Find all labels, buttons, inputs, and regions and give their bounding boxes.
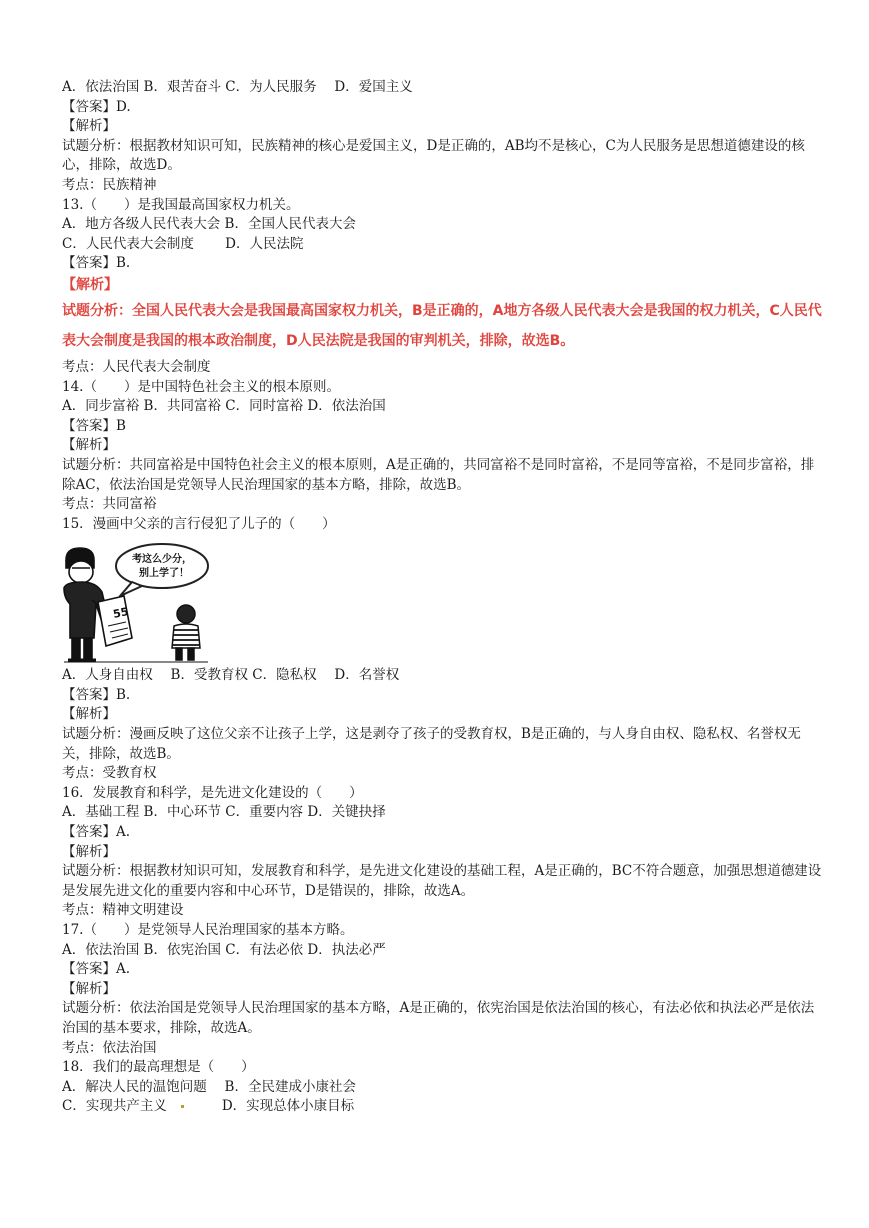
cartoon-bubble-text-2: 别上学了！: [139, 568, 189, 580]
q14-analysis: 试题分析：共同富裕是中国特色社会主义的根本原则，A是正确的，共同富裕不是同时富裕，不是同等富裕，不是同步富裕，排除AC，依法治国是党领导人民治理国家的基本方略，排除，故选B。: [62, 456, 815, 493]
cartoon-bubble-text-1: 考这么少分，: [132, 554, 192, 566]
q17-answer: 【答案】A.: [62, 961, 131, 978]
q12-options: A．依法治国 B．艰苦奋斗 C．为人民服务 D．爱国主义: [62, 79, 413, 95]
q13-options-1: A．地方各级人民代表大会 B．全国人民代表大会: [62, 216, 356, 233]
q14-stem: 14.（ ）是中国特色社会主义的根本原则。: [62, 378, 340, 395]
question-16: [62, 784, 822, 921]
q17-analysis: 试题分析：依法治国是党领导人民治理国家的基本方略，A是正确的，依宪治国是依法治国的核心，有法必依和执法必严是依法治国的基本要求，排除，故选A。: [62, 1000, 815, 1036]
q13-point: 考点：人民代表大会制度: [62, 358, 211, 375]
stray-dot-mark: [181, 1105, 184, 1108]
q13-answer: 【答案】B.: [62, 255, 131, 272]
q15-analysis-label: 【解析】: [62, 706, 116, 723]
q17-options: A．依法治国 B．依宪治国 C．有法必依 D．执法必严: [62, 941, 386, 958]
question-14: [62, 378, 822, 515]
question-15: [62, 515, 822, 784]
question-13: [62, 196, 822, 378]
question-12-tail: [62, 78, 822, 196]
q16-analysis-label: 【解析】: [62, 843, 116, 860]
q15-options: A．人身自由权 B．受教育权 C．隐私权 D．名誉权: [62, 667, 400, 684]
q12-analysis-label: 【解析】: [62, 118, 116, 135]
q17-point: 考点：依法治国: [62, 1039, 157, 1056]
q16-options: A．基础工程 B．中心环节 C．重要内容 D．关键抉择: [62, 804, 386, 821]
q14-options: A．同步富裕 B．共同富裕 C．同时富裕 D．依法治国: [62, 398, 386, 415]
cartoon-illustration: [62, 538, 210, 664]
q12-analysis: 试题分析：根据教材知识可知，民族精神的核心是爱国主义，D是正确的，AB均不是核心，C为人民服务是思想道德建设的核心，排除，故选D。: [62, 137, 805, 174]
q16-point: 考点：精神文明建设: [62, 902, 184, 919]
q18-options-2: [62, 1097, 822, 1117]
q16-answer: 【答案】A.: [62, 824, 131, 841]
q15-answer: 【答案】B.: [62, 686, 131, 703]
q18-options-1: A．解决人民的温饱问题 B．全民建成小康社会: [62, 1078, 356, 1095]
q13-analysis: 试题分析：全国人民代表大会是我国最高国家权力机关，B是正确的，A地方各级人民代表大会是我国的权力机关，C人民代表大会制度是我国的根本政治制度，D人民法院是我国的审判机关，排除，故选B。: [62, 302, 822, 349]
q12-point: 考点：民族精神: [62, 176, 157, 193]
q15-point: 考点：受教育权: [62, 765, 157, 782]
q14-answer: 【答案】B: [62, 417, 126, 434]
q16-analysis: 试题分析：根据教材知识可知，发展教育和科学，是先进文化建设的基础工程，A是正确的，BC不符合题意，加强思想道德建设是发展先进文化的重要内容和中心环节，D是错误的，排除，故选A。: [62, 863, 822, 899]
q14-analysis-label: 【解析】: [62, 437, 116, 454]
q14-point: 考点：共同富裕: [62, 496, 157, 513]
exam-page: [62, 78, 822, 1117]
q16-stem: 16．发展教育和科学，是先进文化建设的（ ）: [62, 784, 363, 801]
q18-option-c: C．实现共产主义: [62, 1098, 167, 1115]
question-18: [62, 1058, 822, 1117]
q18-option-d: D．实现总体小康目标: [221, 1098, 355, 1115]
q15-stem: 15．漫画中父亲的言行侵犯了儿子的（ ）: [62, 515, 336, 532]
q13-analysis-label: 【解析】: [62, 276, 118, 293]
cartoon-paper-score: 55: [111, 605, 130, 622]
q17-stem: 17.（ ）是党领导人民治理国家的基本方略。: [62, 922, 354, 938]
q15-analysis: 试题分析：漫画反映了这位父亲不让孩子上学，这是剥夺了孩子的受教育权，B是正确的，与人身自由权、隐私权、名誉权无关，排除，故选B。: [62, 726, 801, 762]
q17-analysis-label: 【解析】: [62, 980, 116, 997]
question-17: [62, 921, 822, 1058]
q13-stem: 13.（ ）是我国最高国家权力机关。: [62, 196, 300, 213]
q13-options-2: C．人民代表大会制度 D．人民法院: [62, 235, 304, 252]
son-figure: [172, 605, 200, 660]
q12-answer: 【答案】D.: [62, 98, 131, 115]
q18-stem: 18．我们的最高理想是（ ）: [62, 1059, 255, 1076]
